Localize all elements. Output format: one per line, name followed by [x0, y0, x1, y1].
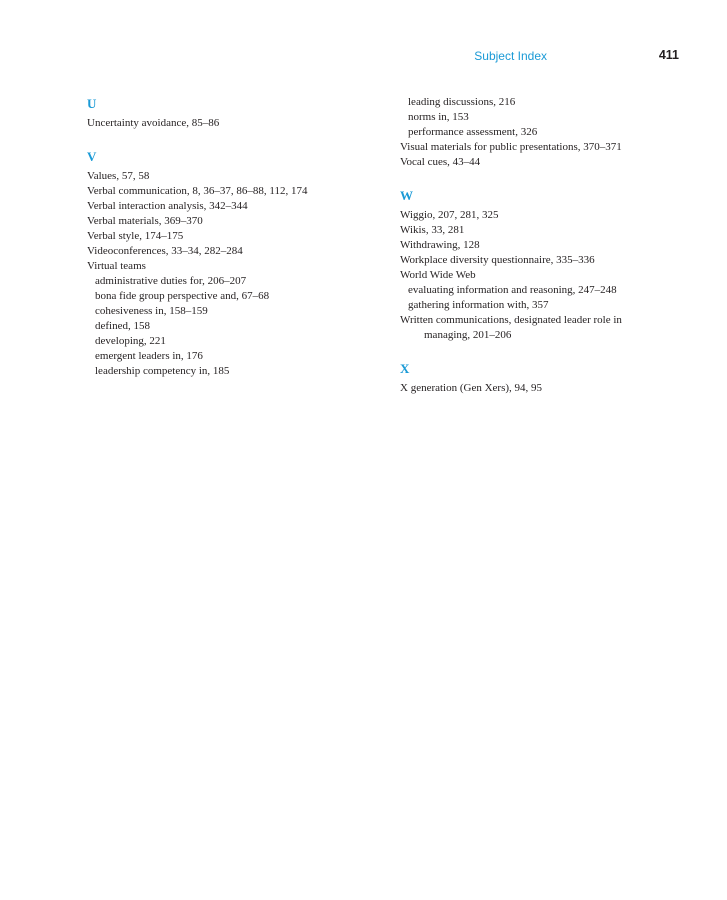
index-entry: Workplace diversity questionnaire, 335–336: [400, 254, 595, 266]
running-head: [0, 49, 727, 65]
index-subentry: bona fide group perspective and, 67–68: [95, 290, 270, 302]
index-column-left: [87, 95, 377, 379]
running-title: Subject Index: [474, 49, 547, 63]
index-entry: Verbal style, 174–175: [87, 230, 184, 242]
index-section-v: [87, 148, 377, 379]
index-section-u: [87, 95, 377, 131]
index-subentry: administrative duties for, 206–207: [95, 275, 247, 287]
section-letter-u: U: [87, 96, 97, 111]
index-entry: Verbal communication, 8, 36–37, 86–88, 112, 174: [87, 185, 308, 197]
section-letter-w: W: [400, 188, 413, 203]
section-letter-x: X: [400, 361, 410, 376]
index-subentry: norms in, 153: [408, 111, 469, 123]
index-section-v-continued: [400, 95, 690, 170]
index-subentry: developing, 221: [95, 335, 166, 347]
index-section-w: [400, 187, 690, 343]
index-entry: Uncertainty avoidance, 85–86: [87, 117, 220, 129]
index-column-right: [400, 95, 690, 396]
index-entry: Visual materials for public presentations, 370–371: [400, 141, 622, 153]
index-entry-continuation: managing, 201–206: [424, 329, 512, 341]
index-entry: Values, 57, 58: [87, 170, 150, 182]
index-entry: Virtual teams: [87, 260, 146, 272]
index-subentry: evaluating information and reasoning, 247–248: [408, 284, 617, 296]
index-entry: Verbal materials, 369–370: [87, 215, 203, 227]
page-number: 411: [658, 48, 679, 62]
index-section-x: [400, 360, 690, 396]
index-subentry: defined, 158: [95, 320, 150, 332]
index-entry: Withdrawing, 128: [400, 239, 480, 251]
index-entry: World Wide Web: [400, 269, 476, 281]
index-entry: Wikis, 33, 281: [400, 224, 465, 236]
index-entry: Written communications, designated leader role in: [400, 314, 622, 326]
index-entry: Videoconferences, 33–34, 282–284: [87, 245, 243, 257]
index-entry: Verbal interaction analysis, 342–344: [87, 200, 248, 212]
index-entry: Wiggio, 207, 281, 325: [400, 209, 499, 221]
index-subentry: cohesiveness in, 158–159: [95, 305, 208, 317]
index-subentry: leadership competency in, 185: [95, 365, 230, 377]
index-subentry: gathering information with, 357: [408, 299, 549, 311]
section-letter-v: V: [87, 149, 97, 164]
index-subentry: emergent leaders in, 176: [95, 350, 203, 362]
index-subentry: performance assessment, 326: [408, 126, 538, 138]
index-subentry: leading discussions, 216: [408, 96, 516, 108]
index-entry: X generation (Gen Xers), 94, 95: [400, 382, 543, 394]
index-entry: Vocal cues, 43–44: [400, 156, 481, 168]
